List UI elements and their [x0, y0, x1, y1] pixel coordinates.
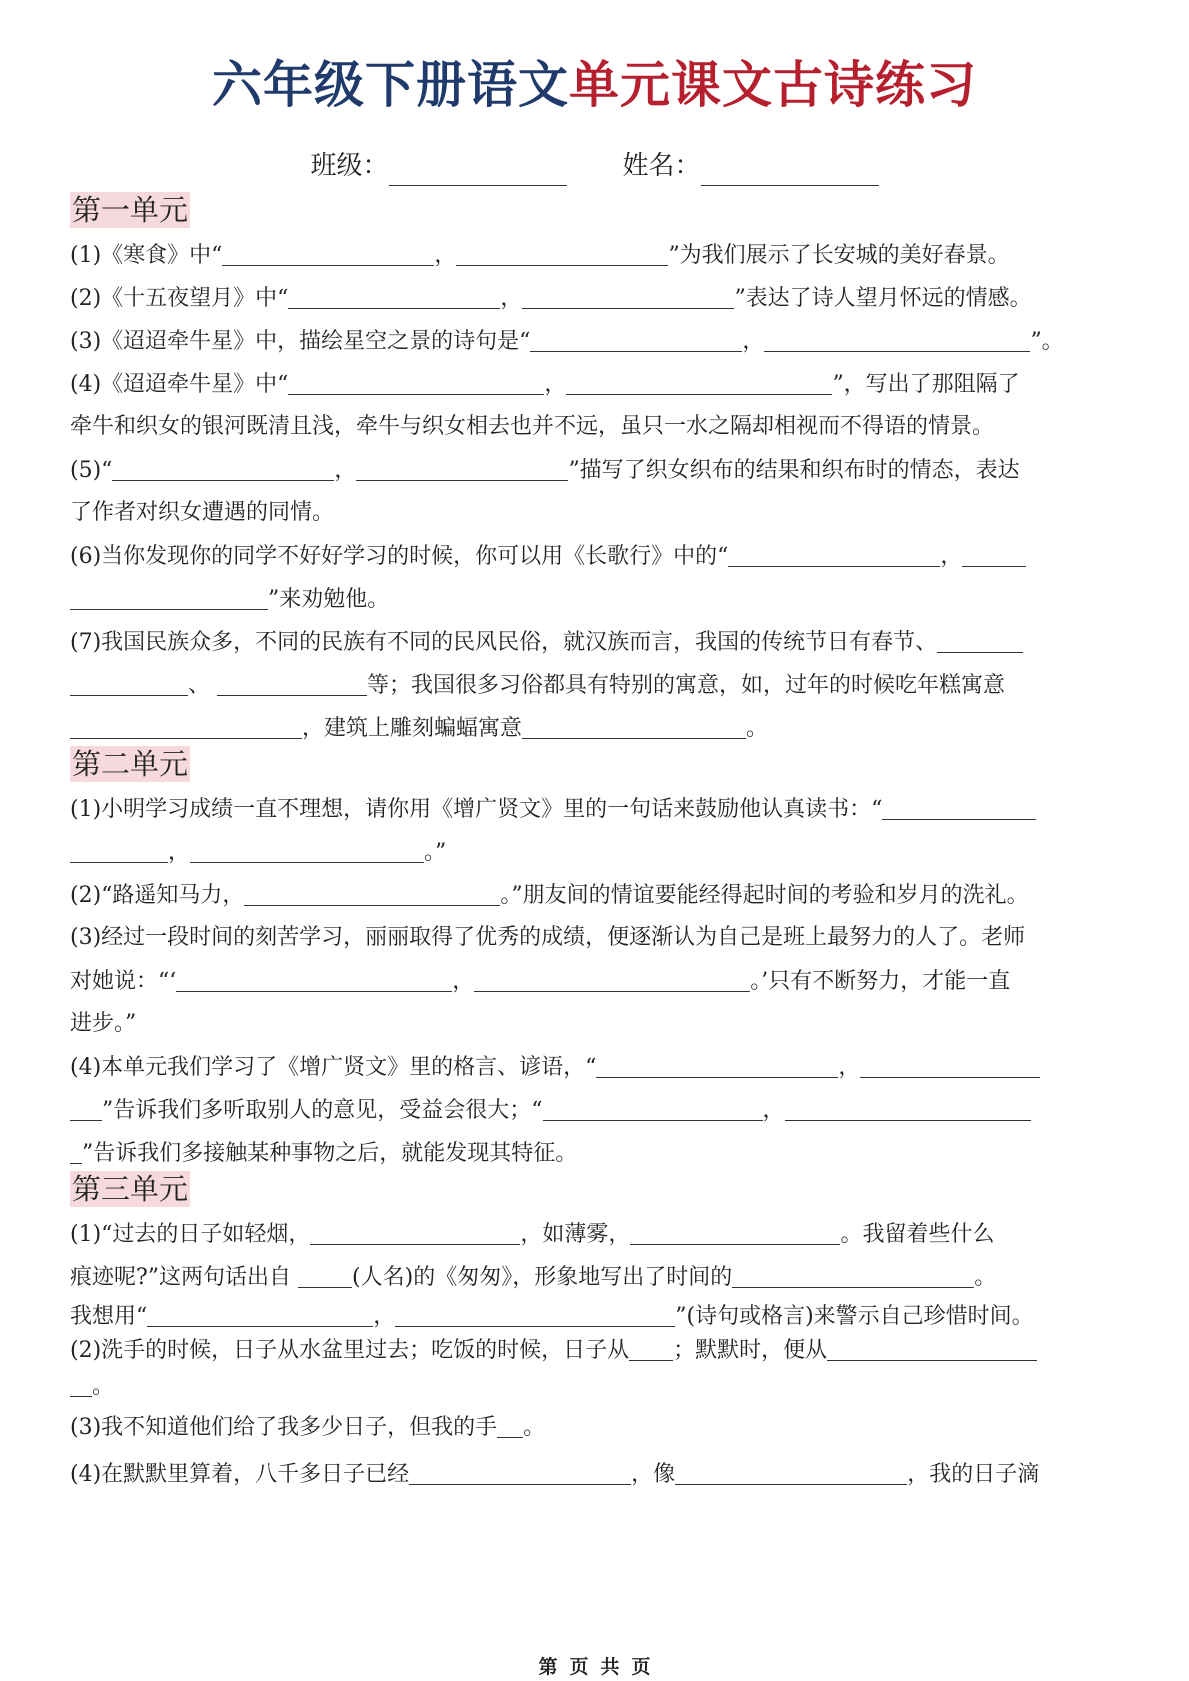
question-line: (2)洗手的时候，日子从水盆里过去；吃饭的时候，日子从 ；默默时，便从 [70, 1334, 1120, 1366]
answer-blank[interactable] [70, 712, 302, 739]
question-line: 我想用“ ， ”(诗句或格言)来警示自己珍惜时间。 [70, 1300, 1120, 1332]
answer-blank[interactable] [217, 669, 367, 696]
answer-blank[interactable] [288, 368, 544, 395]
question-line: (4)《迢迢牵牛星》中“ ， ”，写出了那阻隔了 [70, 368, 1120, 400]
name-field[interactable] [701, 157, 879, 186]
answer-blank[interactable] [456, 239, 668, 266]
answer-blank[interactable] [882, 793, 1036, 820]
question-line: 、 等；我国很多习俗都具有特别的寓意，如，过年的时候吃年糕寓意 [70, 669, 1120, 701]
answer-blank[interactable] [474, 965, 750, 992]
question-line: (1)《寒食》中“ ， ”为我们展示了长安城的美好春景。 [70, 239, 1120, 271]
answer-blank[interactable] [112, 454, 334, 481]
class-label: 班级： [310, 151, 389, 181]
question-line: ”告诉我们多听取别人的意见，受益会很大；“ ， [70, 1094, 1120, 1126]
question-line: 。 [70, 1370, 1120, 1402]
answer-blank[interactable] [222, 239, 434, 266]
question-line: (5)“ ， ”描写了织女织布的结果和织布时的情态，表达 [70, 454, 1120, 486]
question-line: (2)“路遥知马力， 。”朋友间的情谊要能经得起时间的考验和岁月的洗礼。 [70, 879, 1120, 911]
answer-blank[interactable] [827, 1334, 1037, 1361]
answer-blank[interactable] [566, 368, 832, 395]
answer-blank[interactable] [70, 669, 188, 696]
answer-blank[interactable] [937, 626, 1023, 653]
class-field[interactable] [389, 157, 567, 186]
answer-blank[interactable] [728, 540, 940, 567]
question-line: 了作者对织女遭遇的同情。 [70, 500, 335, 525]
answer-blank[interactable] [530, 325, 742, 352]
answer-blank[interactable] [395, 1300, 675, 1327]
answer-blank[interactable] [630, 1218, 840, 1245]
answer-blank[interactable] [675, 1458, 907, 1485]
answer-blank[interactable] [860, 1051, 1040, 1078]
answer-blank[interactable] [288, 282, 500, 309]
answer-blank[interactable] [785, 1094, 1031, 1121]
question-line: ”告诉我们多接触某种事物之后，就能发现其特征。 [70, 1137, 1120, 1169]
question-line: ， 。” [70, 836, 1120, 868]
question-line: (7)我国民族众多，不同的民族有不同的民风民俗，就汉族而言，我国的传统节日有春节、 [70, 626, 1120, 658]
student-info [0, 146, 1189, 186]
answer-blank[interactable] [497, 1411, 523, 1438]
page-title [0, 50, 1189, 120]
answer-blank[interactable] [70, 1137, 82, 1164]
answer-blank[interactable] [147, 1300, 373, 1327]
title-part-1: 六年级下册语文 [212, 56, 569, 114]
answer-blank[interactable] [356, 454, 568, 481]
question-line: (6)当你发现你的同学不好好学习的时候，你可以用《长歌行》中的“ ， [70, 540, 1120, 572]
answer-blank[interactable] [764, 325, 1030, 352]
answer-blank[interactable] [70, 1094, 102, 1121]
question-line: 对她说：“‘ ， 。’只有不断努力，才能一直 [70, 965, 1120, 997]
question-line: (3)经过一段时间的刻苦学习，丽丽取得了优秀的成绩，便逐渐认为自己是班上最努力的人了。老师 [70, 925, 1026, 950]
question-line: ，建筑上雕刻蝙蝠寓意 。 [70, 712, 1120, 744]
unit-heading-2: 第二单元 [72, 747, 189, 781]
question-line: (2)《十五夜望月》中“ ， ”表达了诗人望月怀远的情感。 [70, 282, 1120, 314]
question-line: (3)《迢迢牵牛星》中，描绘星空之景的诗句是“ ， ”。 [70, 325, 1120, 357]
page-footer: 第 页 共 页 [538, 1656, 651, 1678]
question-line: (4)本单元我们学习了《增广贤文》里的格言、谚语，“ ， [70, 1051, 1120, 1083]
name-label: 姓名： [622, 151, 701, 181]
answer-blank[interactable] [522, 712, 746, 739]
answer-blank[interactable] [409, 1458, 631, 1485]
answer-blank[interactable] [70, 583, 268, 610]
answer-blank[interactable] [629, 1334, 673, 1361]
unit-heading-1: 第一单元 [72, 193, 189, 227]
question-line: 牵牛和织女的银河既清且浅，牵牛与织女相去也并不远，虽只一水之隔却相视而不得语的情景。 [70, 414, 995, 439]
question-line: 痕迹呢?”这两句话出自 (人名)的《匆匆》，形象地写出了时间的 。 [70, 1261, 1120, 1293]
answer-blank[interactable] [962, 540, 1026, 567]
question-line: 进步。” [70, 1011, 137, 1036]
question-line: (3)我不知道他们给了我多少日子，但我的手 。 [70, 1411, 1120, 1443]
answer-blank[interactable] [310, 1218, 520, 1245]
answer-blank[interactable] [596, 1051, 838, 1078]
question-line: ”来劝勉他。 [70, 583, 1120, 615]
answer-blank[interactable] [176, 965, 452, 992]
answer-blank[interactable] [70, 1370, 92, 1397]
question-line: (4)在默默里算着，八千多日子已经 ，像 ，我的日子滴 [70, 1458, 1120, 1490]
answer-blank[interactable] [732, 1261, 974, 1288]
title-part-2: 单元课文古诗练习 [569, 56, 977, 114]
answer-blank[interactable] [298, 1261, 352, 1288]
answer-blank[interactable] [522, 282, 734, 309]
question-line: (1)小明学习成绩一直不理想，请你用《增广贤文》里的一句话来鼓励他认真读书：“ [70, 793, 1120, 825]
unit-heading-3: 第三单元 [72, 1172, 189, 1206]
answer-blank[interactable] [244, 879, 500, 906]
answer-blank[interactable] [70, 836, 168, 863]
answer-blank[interactable] [190, 836, 424, 863]
question-line: (1)“过去的日子如轻烟， ，如薄雾， 。我留着些什么 [70, 1218, 1120, 1250]
answer-blank[interactable] [543, 1094, 763, 1121]
